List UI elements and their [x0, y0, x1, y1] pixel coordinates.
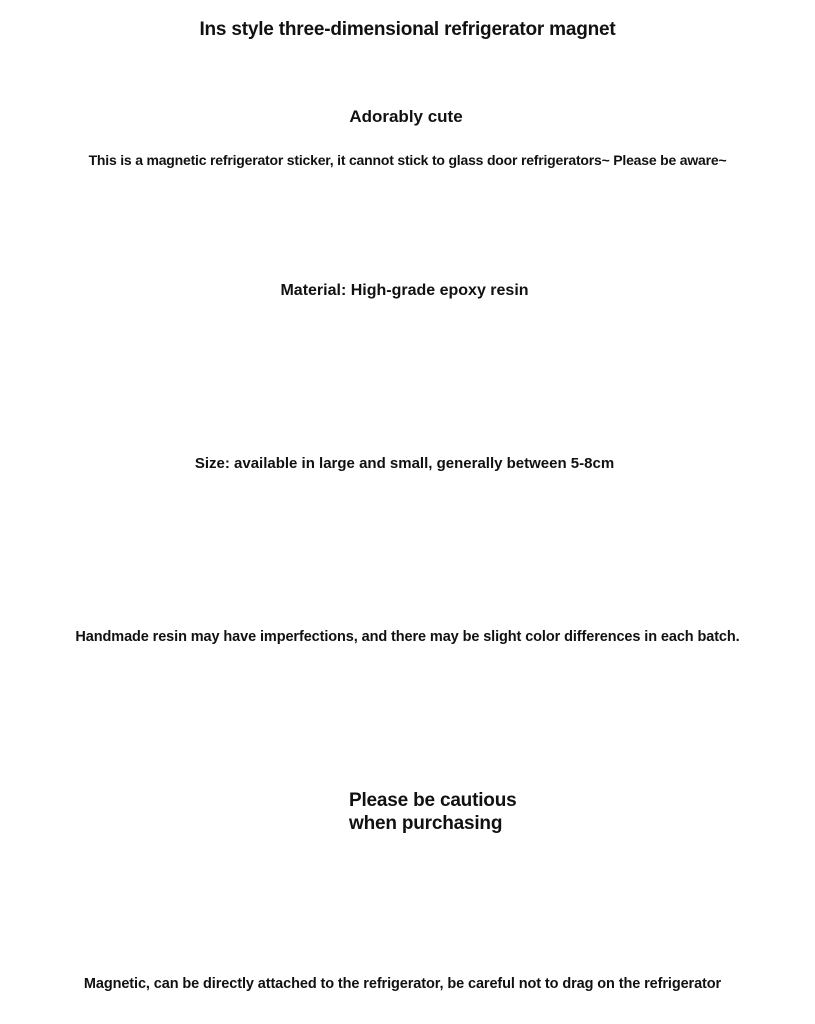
- glass-door-note: This is a magnetic refrigerator sticker, it cannot stick to glass door refrigerators~ Please be aware~: [88, 152, 727, 168]
- magnetic-note: Magnetic, can be directly attached to the refrigerator, be careful not to drag on the refrigerator: [83, 976, 722, 992]
- caution-heading: [349, 789, 516, 835]
- size-text: Size: available in large and small, generally between 5-8cm: [194, 455, 615, 472]
- material-text: Material: High-grade epoxy resin: [280, 282, 529, 299]
- page-title: Ins style three-dimensional refrigerator magnet: [199, 19, 616, 40]
- caution-line-1: Please be cautious: [349, 790, 517, 811]
- handmade-note: Handmade resin may have imperfections, and there may be slight color differences in each batch.: [75, 629, 740, 645]
- subtitle: Adorably cute: [349, 107, 463, 126]
- caution-line-2: when purchasing: [349, 813, 503, 834]
